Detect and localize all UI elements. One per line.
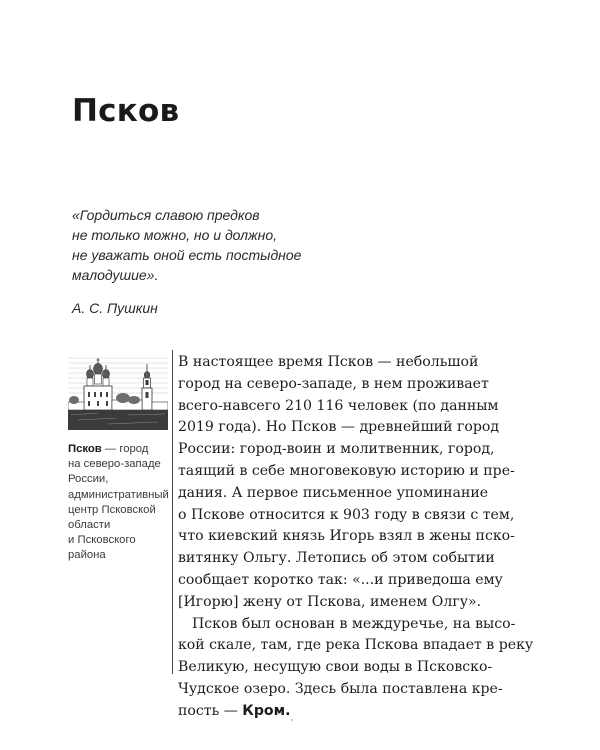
caption-first-line — [68, 442, 168, 457]
epigraph-line: малодушие». — [72, 267, 159, 283]
epigraph-line: не только можно, но и должно, — [72, 227, 278, 243]
text-line: Чудское озеро. Здесь была поставлена кре- — [178, 680, 503, 697]
text-line: сообщает коротко так: «...и приведоша ему — [178, 571, 503, 588]
paragraph — [178, 352, 538, 614]
pskov-kremlin-church-drawing-icon — [68, 350, 168, 430]
text-line: В настоящее время Псков — небольшой — [178, 354, 479, 370]
text-line: России: город-воин и молитвенник, город, — [178, 441, 495, 458]
text-line: Великую, несущую свои воды в Псковско- — [178, 659, 493, 676]
kremlin-term: Кром. — [242, 702, 291, 719]
main-text — [178, 352, 538, 723]
caption-line: административный — [68, 488, 169, 501]
text-line: витянку Ольгу. Летопись об этом событии — [178, 550, 495, 567]
caption-line: России, — [68, 473, 109, 486]
text-line-last — [178, 701, 538, 723]
text-line: город на северо-западе, в нем проживает — [178, 375, 489, 392]
caption-line: на северо-западе — [68, 458, 161, 471]
text-line: о Пскове относится к 903 году в связи с тем, — [178, 506, 515, 523]
caption-line: центр Псковской — [68, 503, 156, 516]
text-line: [Игорю] жену от Пскова, именем Олгу». — [178, 593, 482, 610]
caption-line: и Псковского — [68, 534, 136, 547]
epigraph-line: не уважать оной есть постыдное — [72, 247, 302, 263]
caption-term: Псков — [68, 443, 102, 455]
epigraph-quote — [72, 205, 372, 285]
text-line: 2019 года). Но Псков — древнейший город — [178, 419, 500, 436]
caption-line: района — [68, 549, 106, 562]
text-line: что киевский князь Игорь взял в жены пско- — [178, 528, 515, 545]
text-line: Псков был основан в междуречье, на высо- — [192, 615, 516, 632]
sidebar — [68, 350, 168, 564]
paragraph — [178, 614, 538, 723]
text-line: кой скале, там, где река Псковa впадает в реку — [178, 637, 534, 654]
sidebar-divider — [172, 350, 173, 674]
text-line: дания. А первое письменное упоминание — [178, 484, 489, 501]
caption-text: — город — [101, 443, 149, 455]
text-line: таящий в себе многовековую историю и пре- — [178, 462, 515, 479]
caption-line: области — [68, 519, 111, 532]
page-title: Псков — [72, 93, 180, 129]
epigraph-line: «Гордиться славою предков — [72, 207, 260, 223]
epigraph-author: А. С. Пушкин — [72, 300, 158, 316]
text-line: всего-навсего 210 116 человек (по данным — [178, 397, 499, 414]
text-fragment: пость — — [178, 702, 243, 719]
illustration-caption — [68, 442, 168, 564]
page-mark — [291, 719, 293, 721]
